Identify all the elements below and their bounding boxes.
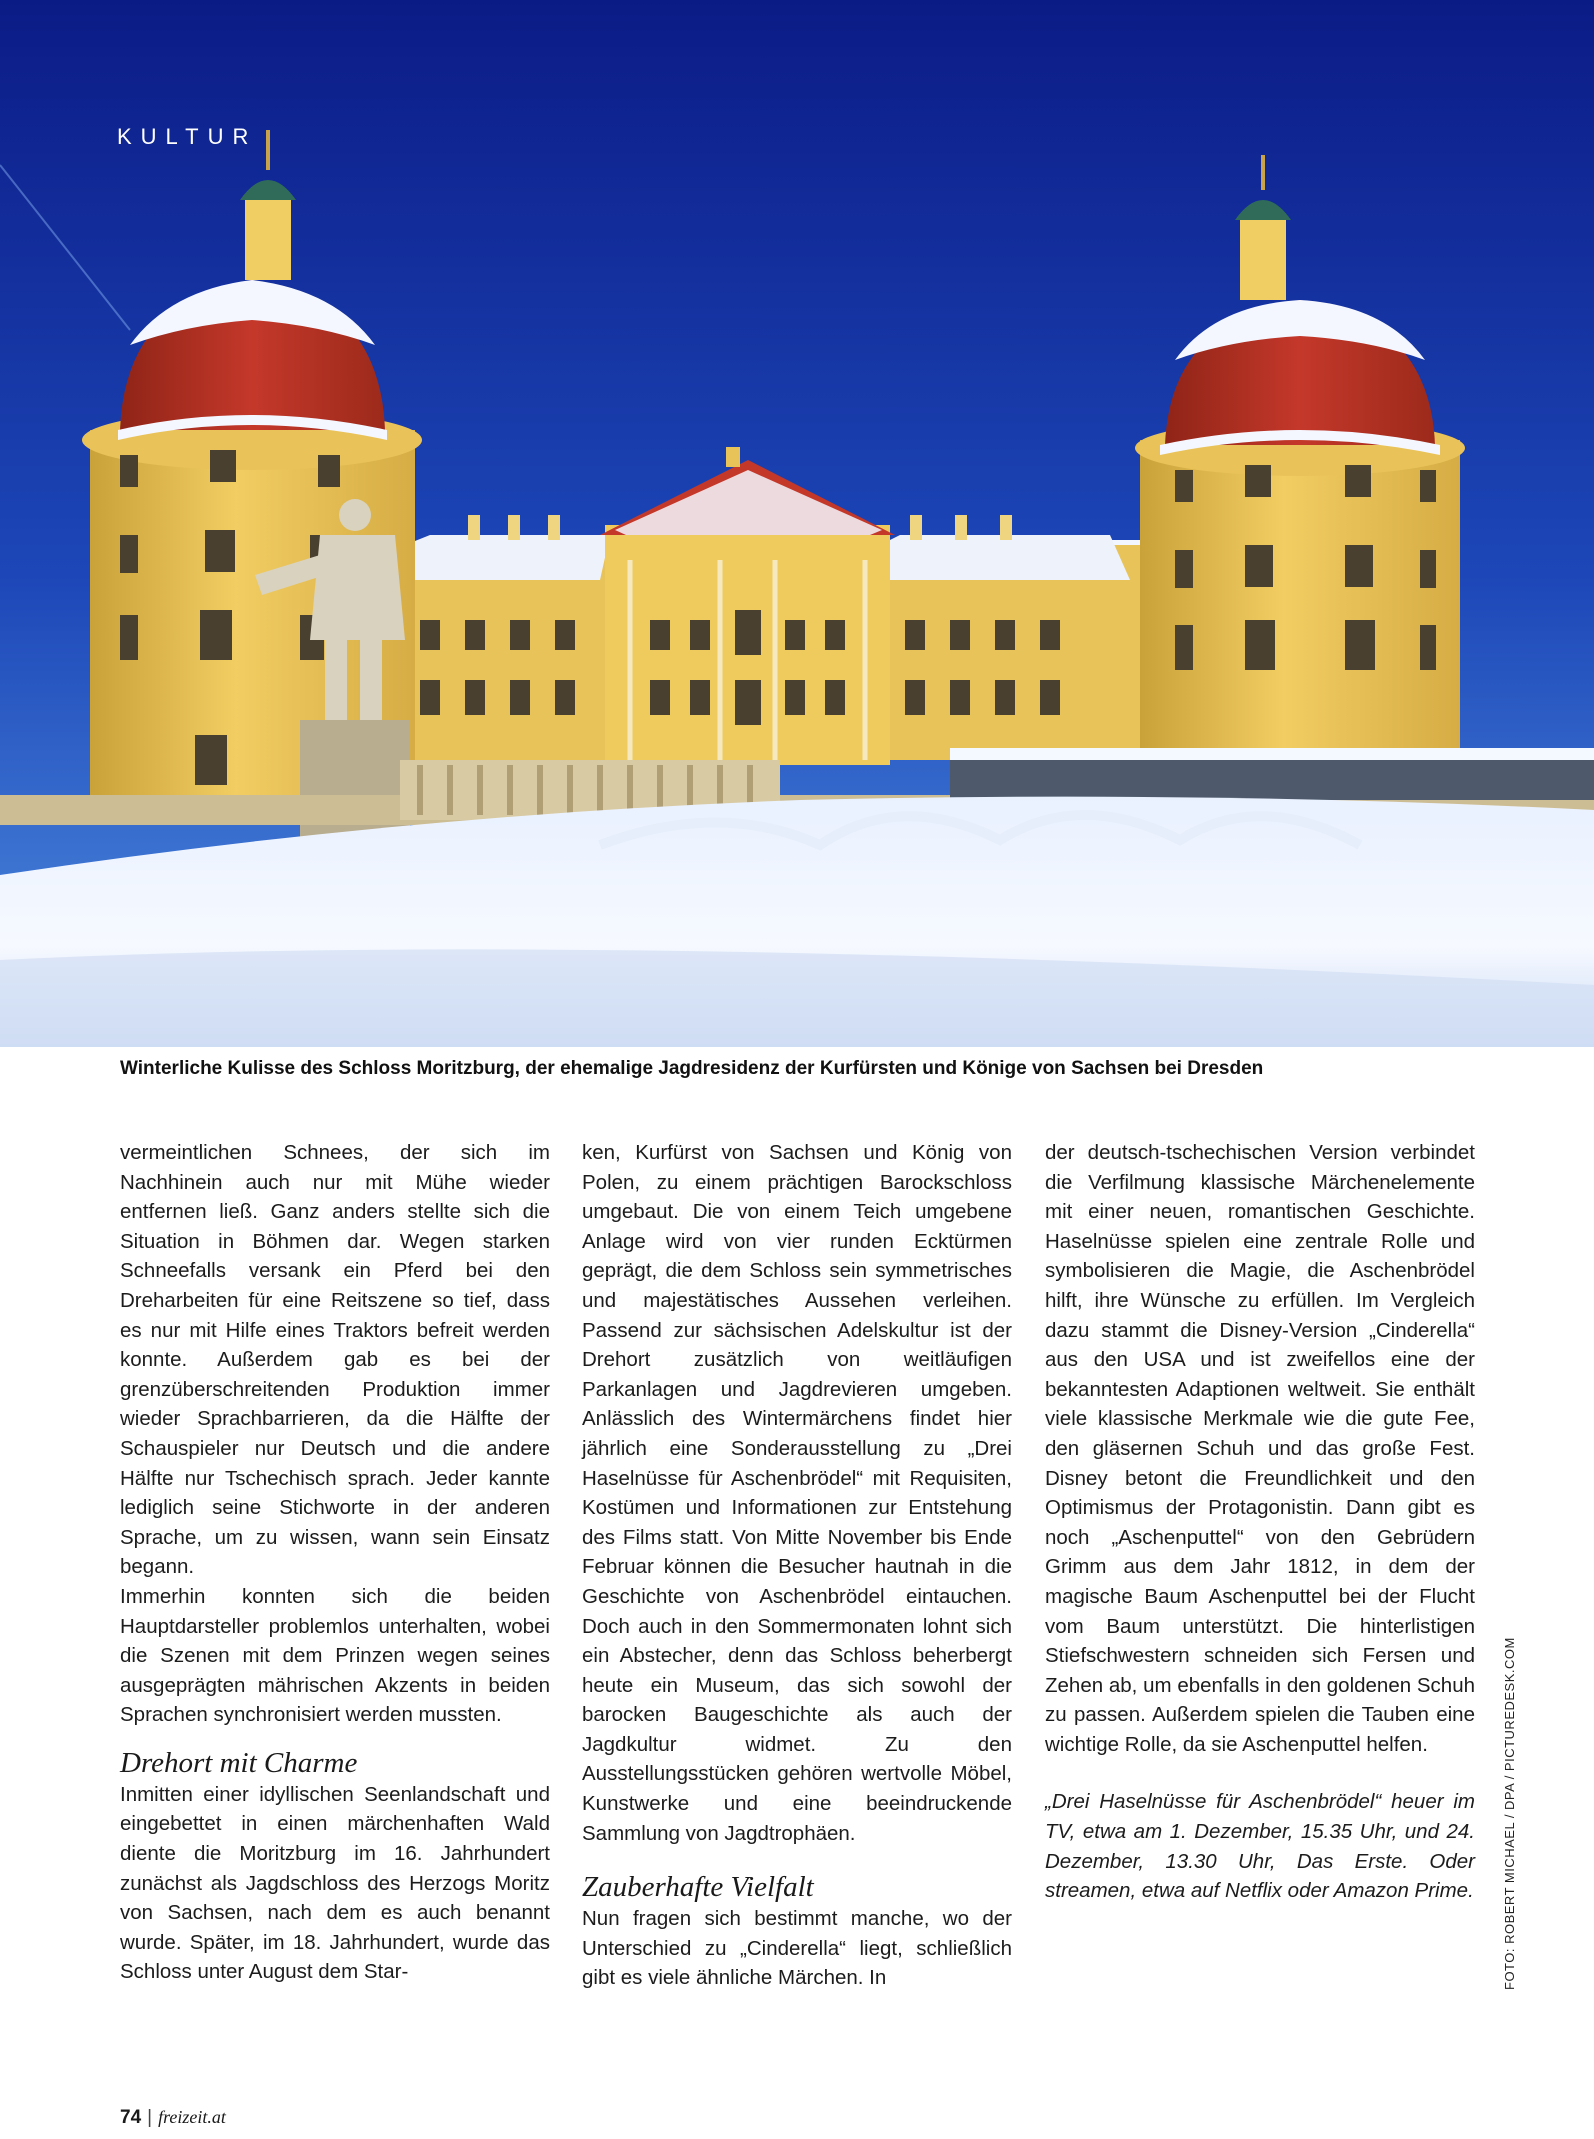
paragraph: der deutsch-tschechischen Version verbindet die Verfilmung klassische Märchenelemente mit einer neuen, romantischen Geschichte. Haselnüsse spielen eine zentrale Rolle und symbolisieren die Magie, die Aschenbrödel hilft, ihre Wünsche zu erfüllen. Im Vergleich dazu stammt die Disney-Version „Cinderella“ aus den USA und ist zweifellos eine der bekanntesten Adaptionen weltweit. Sie enthält viele klassische Merkmale wie die gute Fee, den gläsernen Schuh und das große Fest. Disney betont die Freundlichkeit und den Optimismus der Protagonistin. Dann gibt es noch „Aschenputtel“ von den Gebrüdern Grimm aus dem Jahr 1812, in dem der magische Baum Aschenputtel bei der Flucht vom Baum unterstützt. Die hinterlistigen Stiefschwestern schneiden sich Fersen und Zehen ab, um ebenfalls in den goldenen Schuh zu passen. Außerdem spielen die Tauben eine wichtige Rolle, da sie Aschenputtel helfen. (1045, 1141, 1475, 1756)
text-column-1 (120, 1138, 550, 1987)
section-label: KULTUR (117, 124, 258, 149)
subheading-drehort: Drehort mit Charme (120, 1746, 358, 1779)
brand-name: freizeit.at (158, 2107, 226, 2127)
photo-caption: Winterliche Kulisse des Schloss Moritzburg, der ehemalige Jagdresidenz der Kurfürsten und Könige von Sachsen bei Dresden (120, 1058, 1264, 1079)
subheading-vielfalt: Zauberhafte Vielfalt (582, 1871, 814, 1904)
page-number: 74 (120, 2107, 142, 2128)
paragraph: vermeintlichen Schnees, der sich im Nachhinein auch nur mit Mühe wieder entfernen ließ. Ganz anders stellte sich die Situation in Böhmen dar. Wegen starken Schneefalls versank ein Pferd bei den Dreharbeiten für eine Reitszene so tief, dass es nur mit Hilfe eines Traktors befreit werden konnte. Außerdem gab es bei der grenzüberschreitenden Produktion immer wieder Sprachbarrieren, da die Hälfte der Schauspieler nur Deutsch und die andere Hälfte nur Tschechisch sprach. Jeder kannte lediglich seine Stichworte in der anderen Sprache, um zu wissen, wann sein Einsatz begann. (120, 1141, 550, 1579)
tv-note: „Drei Haselnüsse für Aschenbrödel“ heuer im TV, etwa am 1. Dezember, 15.35 Uhr, und 24. Dezember, 13.30 Uhr, Das Erste. Oder streamen, etwa auf Netflix oder Amazon Prime. (1045, 1790, 1475, 1903)
text-column-3 (1045, 1138, 1475, 1906)
paragraph: Inmitten einer idyllischen Seenlandschaft und eingebettet in einen märchenhaften Wald diente die Moritzburg im 16. Jahrhundert zunächst als Jagdschloss des Herzogs Moritz von Sachsen, nach dem es auch benannt wurde. Später, im 18. Jahrhundert, wurde das Schloss unter August dem Star- (120, 1782, 550, 1984)
castle-illustration (0, 0, 1594, 1047)
page-footer (120, 2107, 226, 2129)
hero-photo (0, 0, 1594, 1047)
photo-credit: FOTO: ROBERT MICHAEL / DPA / PICTUREDESK.COM (1502, 1637, 1517, 1990)
footer-separator: | (147, 2107, 153, 2128)
paragraph: ken, Kurfürst von Sachsen und König von Polen, zu einem prächtigen Barockschloss umgebaut. Die von einem Teich umgebene Anlage wird von vier runden Ecktürmen geprägt, die dem Schloss sein symmetrisches und majestätisches Aussehen verleihen. Passend zur sächsischen Adelskultur ist der Drehort zusätzlich von weitläufigen Parkanlagen und Jagdrevieren umgeben. Anlässlich des Wintermärchens findet hier jährlich eine Sonderausstellung zu „Drei Haselnüsse für Aschenbrödel“ mit Requisiten, Kostümen und Informationen zur Entstehung des Films statt. Von Mitte November bis Ende Februar können die Besucher hautnah in die Geschichte von Aschenbrödel eintauchen. Doch auch in den Sommermonaten lohnt sich ein Abstecher, denn das Schloss beherbergt heute ein Museum, das sich sowohl der barocken Baugeschichte als auch der Jagdkultur widmet. Zu den Ausstellungsstücken gehören wertvolle Möbel, Kunstwerke und eine beeindruckende Sammlung von Jagdtrophäen. (582, 1141, 1012, 1845)
paragraph: Immerhin konnten sich die beiden Hauptdarsteller problemlos unterhalten, wobei die Szenen mit dem Prinzen wegen seines ausgeprägten mährischen Akzents in beiden Sprachen synchronisiert werden mussten. (120, 1584, 550, 1727)
paragraph: Nun fragen sich bestimmt manche, wo der Unterschied zu „Cinderella“ liegt, schließlich gibt es viele ähnliche Märchen. In (582, 1907, 1012, 1990)
text-column-2 (582, 1138, 1012, 1993)
